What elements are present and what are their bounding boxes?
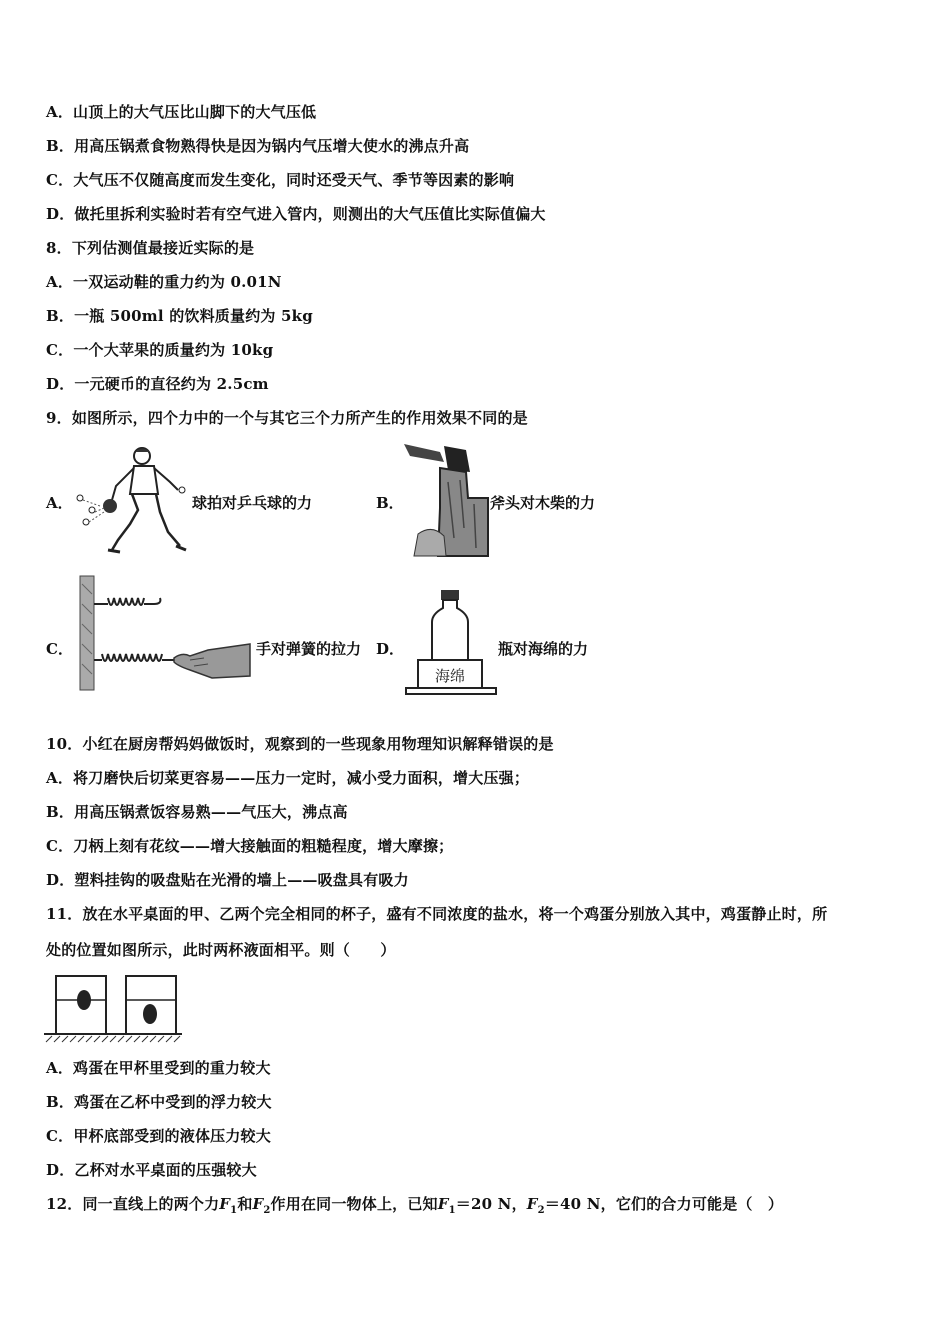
q11-option-c: C．甲杯底部受到的液体压力较大 (46, 1127, 271, 1145)
q11-option-d: D．乙杯对水平桌面的压强较大 (46, 1161, 257, 1179)
q11-option-b: B．鸡蛋在乙杯中受到的浮力较大 (46, 1093, 272, 1111)
q7-option-b: B．用高压锅煮食物熟得快是因为锅内气压增大使水的沸点升高 (46, 137, 470, 155)
q8-option-d: D．一元硬币的直径约为 2.5cm (46, 375, 269, 393)
q12-eq1: ＝20 N， (455, 1195, 527, 1213)
q11-option-a: A．鸡蛋在甲杯里受到的重力较大 (46, 1059, 271, 1077)
q8-option-a: A．一双运动鞋的重力约为 0.01N (46, 273, 282, 291)
egg-cups-figure (44, 972, 182, 1044)
spring-hand-figure (78, 574, 254, 692)
q9-figure-a-caption: 球拍对乒乓球的力 (192, 494, 313, 512)
q10-option-d: D．塑料挂钩的吸盘贴在光滑的墙上——吸盘具有吸力 (46, 871, 409, 889)
q12-f1-sub: 1 (230, 1205, 238, 1216)
q12-f2-sub: 2 (263, 1205, 271, 1216)
q12-mid: 作用在同一物体上，已知 (270, 1195, 438, 1213)
q7-option-d: D．做托里拆利实验时若有空气进入管内，则测出的大气压值比实际值偏大 (46, 205, 546, 223)
q12-f2: F (252, 1195, 264, 1213)
q12-and: 和 (237, 1195, 253, 1213)
q12-f1-eq: F (437, 1195, 449, 1213)
q9-figure-b-letter: B． (376, 494, 404, 512)
q9-figure-b-caption: 斧头对木柴的力 (490, 494, 596, 512)
q9-figure-d-caption: 瓶对海绵的力 (498, 640, 589, 658)
axe-wood-figure (404, 438, 490, 558)
bottle-sponge-figure (404, 588, 498, 698)
q8-option-b: B．一瓶 500ml 的饮料质量约为 5kg (46, 307, 313, 325)
q12-f1: F (219, 1195, 231, 1213)
sponge-label: 海绵 (434, 667, 466, 685)
q10-stem: 10．小红在厨房帮妈妈做饭时，观察到的一些现象用物理知识解释错误的是 (46, 735, 554, 753)
q10-option-b: B．用高压锅煮饭容易熟——气压大，沸点高 (46, 803, 348, 821)
q9-figure-c-caption: 手对弹簧的拉力 (256, 640, 362, 658)
q9-figure-c-letter: C． (46, 640, 73, 658)
q10-option-a: A．将刀磨快后切菜更容易——压力一定时，减小受力面积，增大压强； (46, 769, 530, 787)
q12-f2-eq: F (526, 1195, 538, 1213)
ping-pong-player-figure (72, 442, 190, 556)
q9-figure-d-letter: D． (376, 640, 405, 658)
q12-f2-eq-sub: 2 (537, 1205, 545, 1216)
q12-stem (46, 1194, 783, 1221)
q9-figure-a-letter: A． (46, 494, 73, 512)
q11-stem-line2: 处的位置如图所示，此时两杯液面相平。则（ ） (46, 941, 396, 959)
q8-option-c: C．一个大苹果的质量约为 10kg (46, 341, 274, 359)
q12-f1-eq-sub: 1 (448, 1205, 456, 1216)
q12-prefix: 12．同一直线上的两个力 (46, 1195, 220, 1213)
q7-option-c: C．大气压不仅随高度而发生变化，同时还受天气、季节等因素的影响 (46, 171, 515, 189)
q9-stem: 9．如图所示，四个力中的一个与其它三个力所产生的作用效果不同的是 (46, 409, 528, 427)
q7-option-a: A．山顶上的大气压比山脚下的大气压低 (46, 103, 317, 121)
q8-stem: 8．下列估测值最接近实际的是 (46, 239, 255, 257)
q11-stem-line1: 11．放在水平桌面的甲、乙两个完全相同的杯子，盛有不同浓度的盐水，将一个鸡蛋分别放入其中，鸡蛋静止时，所 (46, 905, 828, 923)
q10-option-c: C．刀柄上刻有花纹——增大接触面的粗糙程度，增大摩擦； (46, 837, 454, 855)
q12-eq2: ＝40 N，它们的合力可能是（ ） (544, 1195, 784, 1213)
